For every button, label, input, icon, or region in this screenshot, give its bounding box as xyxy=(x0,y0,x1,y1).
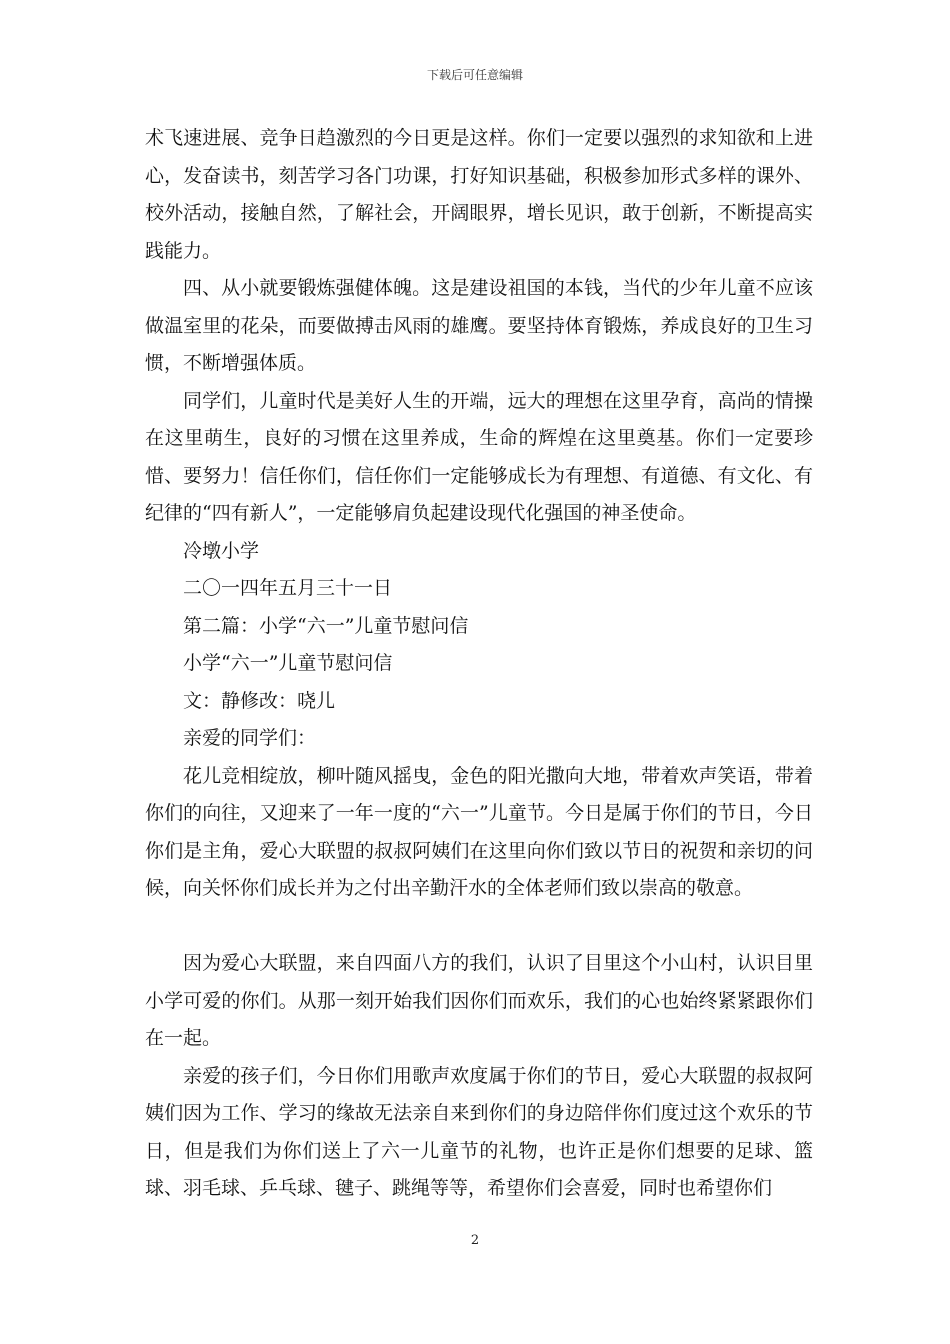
paragraph-gifts: 亲爱的孩子们，今日你们用歌声欢度属于你们的节日，爱心大联盟的叔叔阿姨们因为工作、学习的缘故无法亲自来到你们的身边陪伴你们度过这个欢乐的节日，但是我们为你们送上了六一儿童节的礼物，也许正是你们想要的足球、篮球、羽毛球、乒乓球、毽子、跳绳等等，希望你们会喜爱，同时也希望你们 xyxy=(145,1064,813,1199)
salutation: 亲爱的同学们： xyxy=(183,727,317,749)
blank-line xyxy=(145,908,813,946)
paragraph-health: 四、从小就要锻炼强健体魄。这是建设祖国的本钱，当代的少年儿童不应该做温室里的花朵，而要做搏击风雨的雄鹰。要坚持体育锻炼，养成良好的卫生习惯，不断增强体质。 xyxy=(145,277,813,374)
signature-school: 冷墩小学 xyxy=(183,539,260,562)
letter-title: 小学“六一”儿童节慰问信 xyxy=(183,652,393,674)
paragraph-alliance: 因为爱心大联盟，来自四面八方的我们，认识了目里这个小山村，认识目里小学可爱的你们。从那一刻开始我们因你们而欢乐，我们的心也始终紧紧跟你们在一起。 xyxy=(145,952,813,1049)
document-body xyxy=(145,120,813,1208)
signature-date: 二〇一四年五月三十一日 xyxy=(183,577,393,599)
paragraph-continuation: 术飞速进展、竞争日趋激烈的今日更是这样。你们一定要以强烈的求知欲和上进心，发奋读书，刻苦学习各门功课，打好知识基础，积极参加形式多样的课外、校外活动，接触自然，了解社会，开阔眼界，增长见识，敢于创新，不断提高实践能力。 xyxy=(145,127,813,262)
page-number: 2 xyxy=(470,1233,480,1248)
author-line: 文：静修改：哓儿 xyxy=(183,689,336,712)
page-header: 下载后可任意编辑 xyxy=(426,68,523,82)
paragraph-closing: 同学们，儿童时代是美好人生的开端，远大的理想在这里孕育，高尚的情操在这里萌生，良好的习惯在这里养成，生命的辉煌在这里奠基。你们一定要珍惜、要努力！信任你们，信任你们一定能够成长为有理想、有道德、有文化、有纪律的“四有新人”，一定能够肩负起建设现代化强国的神圣使命。 xyxy=(145,389,813,524)
section-title: 第二篇：小学“六一”儿童节慰问信 xyxy=(183,614,469,637)
paragraph-greeting: 花儿竞相绽放，柳叶随风摇曳，金色的阳光撒向大地，带着欢声笑语，带着你们的向往，又迎来了一年一度的“六一”儿童节。今日是属于你们的节日，今日你们是主角，爱心大联盟的叔叔阿姨们在这里向你们致以节日的祝贺和亲切的问候，向关怀你们成长并为之付出辛勤汗水的全体老师们致以崇高的敬意。 xyxy=(145,764,813,899)
